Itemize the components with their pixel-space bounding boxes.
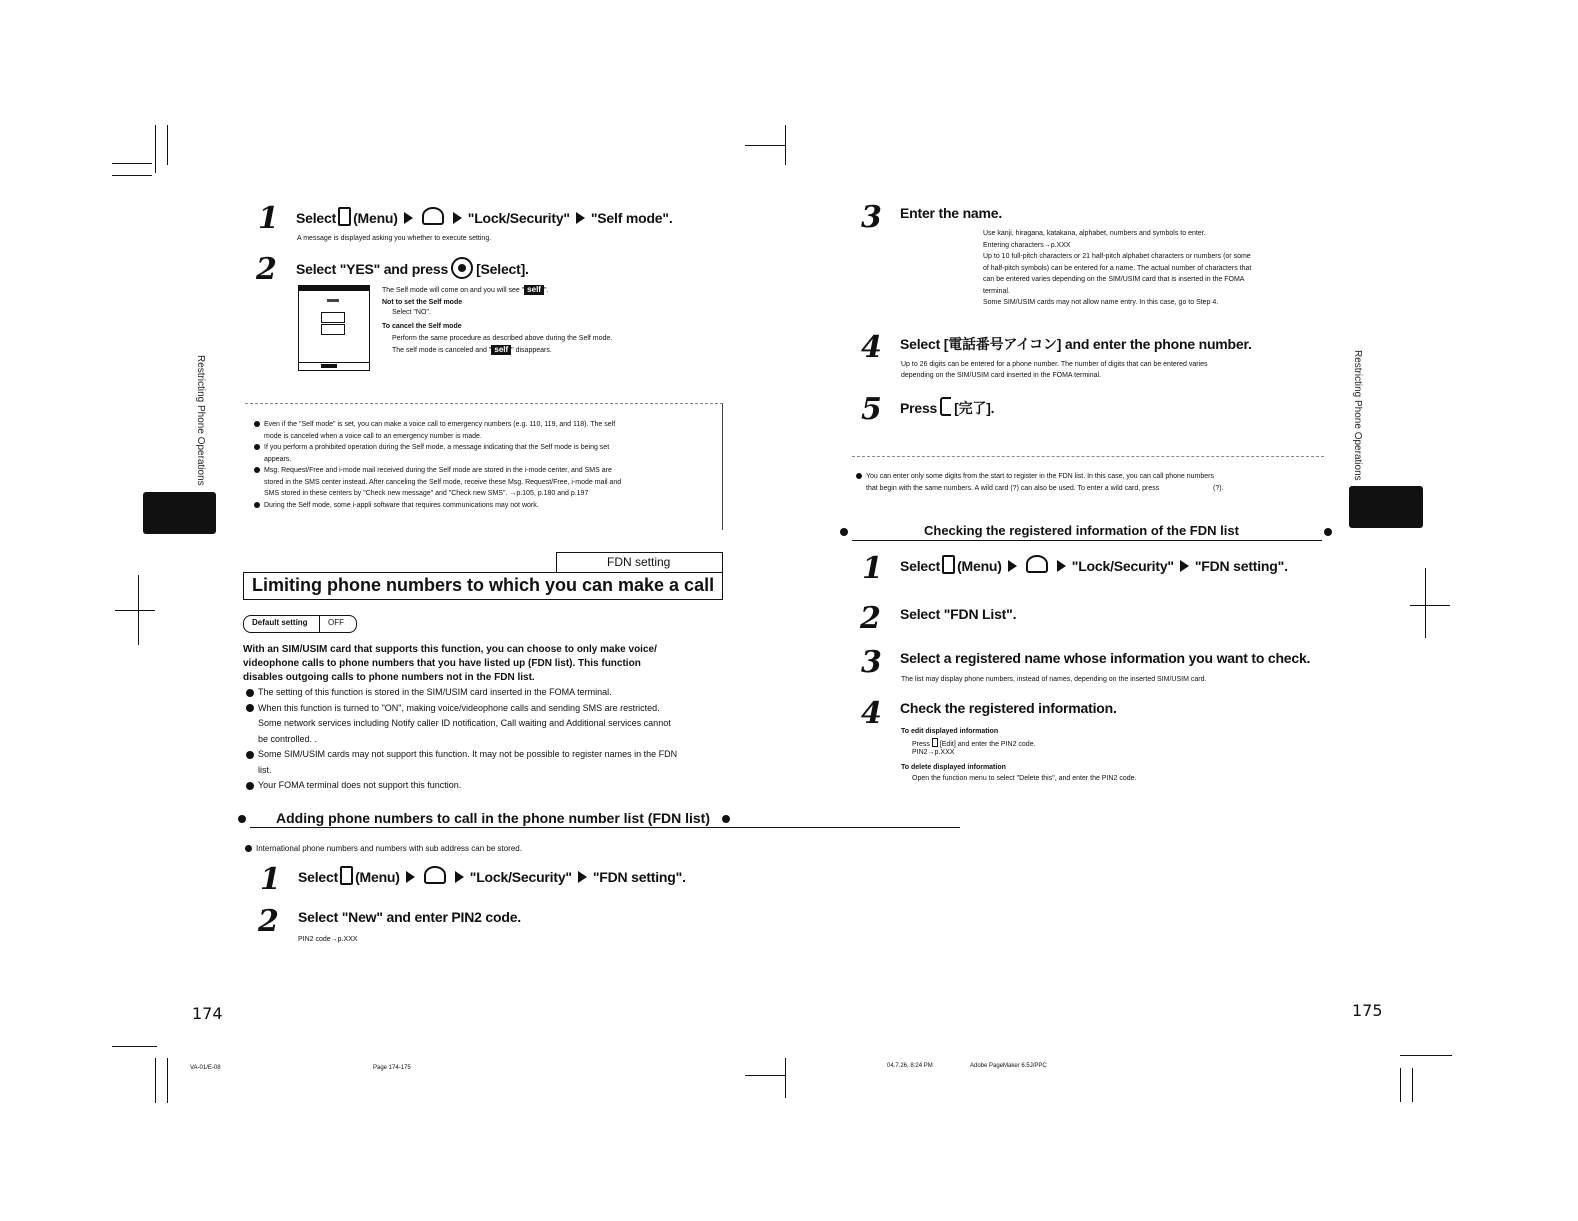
delete-title: To delete displayed information (901, 764, 1006, 771)
bullet-dot-icon (1324, 528, 1332, 536)
arrow-right-icon (404, 212, 413, 224)
step-note: A message is displayed asking you whether to execute setting. (297, 235, 492, 242)
cancel-body: Perform the same procedure as described above during the Self mode. (392, 335, 613, 342)
cancel-body: The self mode is canceled and " self " disappears. (392, 345, 552, 354)
self-mode-badge: self (491, 345, 511, 355)
note-line: stored in the SMS center instead. After canceling the Self mode, receive these Msg. Request/Free, i-mode mail and (264, 478, 622, 486)
section-title: Limiting phone numbers to which you can make a call (252, 575, 715, 595)
screen-description: The Self mode will come on and you will see " self ". (382, 285, 549, 294)
bullet-dot-icon (246, 704, 254, 712)
step-number: 1 (260, 862, 281, 897)
arrow-right-icon (1008, 560, 1017, 572)
bullet-dot-icon (254, 467, 260, 473)
step-number: 1 (862, 551, 883, 586)
step-note-line: of half-pitch symbols) can be entered for a name. The actual number of characters that (983, 264, 1252, 272)
bullet-dot-icon (254, 502, 260, 508)
step-number: 2 (258, 904, 279, 939)
step-note-line: can be entered varies depending on the SIM/USIM card that is inserted in the FOMA (983, 276, 1245, 283)
step-title: Select a registered name whose information you want to check. (900, 650, 1311, 666)
step-number: 3 (861, 200, 882, 235)
bullet-line: Some SIM/USIM cards may not support this function. It may not be possible to register names in the FDN (246, 748, 677, 760)
arrow-right-icon (406, 871, 415, 883)
step-title: Select (Menu) "Lock/Security" "Self mode". (296, 207, 673, 226)
bullet-dot-icon (254, 421, 260, 427)
center-key-icon (451, 257, 473, 279)
step-note-line: Entering characters→p.XXX (983, 241, 1071, 249)
step-title: Select (Menu) "Lock/Security" "FDN setting". (900, 555, 1288, 574)
step-title: Enter the name. (900, 205, 1003, 221)
bullet-line: list. (258, 764, 272, 775)
footer-date: 04.7.26, 8:24 PM (887, 1063, 933, 1069)
step-title: Select [電話番号アイコン] and enter the phone number. (900, 336, 1252, 352)
lock-security-icon (1026, 555, 1048, 573)
step-title: Select "YES" and press [Select]. (296, 257, 529, 279)
arrow-right-icon (576, 212, 585, 224)
clip-softkey-icon (940, 397, 951, 416)
bullet-line: Some network services including Notify caller ID notification, Call waiting and Additional services cannot (258, 718, 671, 728)
step-number: 4 (861, 696, 882, 731)
subsection-title: Adding phone numbers to call in the phone number list (FDN list) (276, 810, 710, 826)
edit-title: To edit displayed information (901, 728, 999, 735)
intro-line: With an SIM/USIM card that supports this function, you can choose to only make voice/ (243, 644, 657, 655)
note-line: Even if the "Self mode" is set, you can make a voice call to emergency numbers (e.g. 110, 119, and 118). The self (254, 420, 615, 429)
step-number: 4 (861, 330, 882, 365)
subsection-header (238, 810, 728, 828)
side-tab-left (143, 492, 216, 534)
note-line: appears. (264, 455, 292, 463)
notes-divider (852, 456, 1324, 458)
step-note: PIN2 code→p.XXX (298, 936, 358, 943)
self-mode-badge: self (524, 285, 544, 295)
step-title: Select (Menu) "Lock/Security" "FDN setting". (298, 866, 686, 885)
bullet-dot-icon (238, 815, 246, 823)
lock-security-icon (424, 866, 446, 884)
step-number: 5 (861, 392, 882, 427)
step-note-line: Up to 10 full-pitch characters or 21 half-pitch alphabet characters or numbers (or some (983, 253, 1251, 260)
default-setting-badge: Default setting OFF (243, 615, 357, 633)
step-title: Press [完了]. (900, 397, 994, 418)
note-line: Msg. Request/Free and i-mode mail received during the Self mode are stored in the i-mode center, and SMS are (254, 466, 612, 475)
note-line: (?). (1213, 485, 1224, 492)
bullet-dot-icon (722, 815, 730, 823)
note-line: You can enter only some digits from the start to register in the FDN list. In this case, you can call phone numbers (856, 472, 1214, 481)
arrow-right-icon (578, 871, 587, 883)
note-line: that begin with the same numbers. A wild card (?) can also be used. To enter a wild card, press (866, 485, 1160, 492)
cancel-title: To cancel the Self mode (382, 323, 462, 330)
not-to-set-body: Select "NO". (392, 309, 431, 316)
page-number-right: 175 (1352, 1001, 1383, 1020)
international-note: International phone numbers and numbers with sub address can be stored. (245, 843, 522, 855)
step-number: 2 (860, 601, 881, 636)
step-title: Select "New" and enter PIN2 code. (298, 909, 521, 925)
bullet-line: be controlled. . (258, 733, 318, 744)
section-title-box (243, 572, 723, 600)
step-note-line: Up to 26 digits can be entered for a phone number. The number of digits that can be entered varies (901, 361, 1208, 368)
bullet-line: The setting of this function is stored in the SIM/USIM card inserted in the FOMA terminal. (246, 686, 612, 698)
menu-softkey-icon (338, 207, 351, 226)
arrow-right-icon (455, 871, 464, 883)
bullet-dot-icon (856, 473, 862, 479)
side-tab-label-right: Restricting Phone Operations (1352, 350, 1363, 481)
step-number: 1 (258, 201, 279, 236)
intro-line: videophone calls to phone numbers that you have listed up (FDN list). This function (243, 658, 641, 669)
delete-line: Open the function menu to select "Delete this", and enter the PIN2 code. (912, 775, 1137, 782)
arrow-right-icon (1057, 560, 1066, 572)
check-section-title: Checking the registered information of the FDN list (924, 523, 1239, 538)
fdn-setting-tab: FDN setting (556, 552, 723, 573)
step-number: 3 (861, 645, 882, 680)
step-note: The list may display phone numbers, instead of names, depending on the inserted SIM/USIM card. (901, 676, 1207, 683)
bullet-dot-icon (254, 444, 260, 450)
arrow-right-icon (453, 212, 462, 224)
edit-line: Press [Edit] and enter the PIN2 code. (912, 738, 1036, 749)
step-note-line: Use kanji, hiragana, katakana, alphabet, numbers and symbols to enter. (983, 230, 1206, 237)
note-line: If you perform a prohibited operation during the Self mode, a message indicating that the Self mode is being set (254, 443, 609, 452)
step-note-line: Some SIM/USIM cards may not allow name entry. In this case, go to Step 4. (983, 299, 1219, 306)
bullet-dot-icon (246, 689, 254, 697)
step-note-line: depending on the SIM/USIM card inserted in the FOMA terminal. (901, 372, 1101, 379)
bullet-dot-icon (246, 782, 254, 790)
bullet-line: Your FOMA terminal does not support this function. (246, 779, 461, 791)
bullet-dot-icon (245, 845, 252, 852)
page-number-left: 174 (192, 1004, 223, 1023)
side-tab-label-left: Restricting Phone Operations (195, 355, 206, 486)
intro-line: disables outgoing calls to phone numbers not in the FDN list. (243, 672, 535, 683)
step-number: 2 (256, 252, 277, 287)
check-section-header (840, 522, 1332, 542)
arrow-right-icon (1180, 560, 1189, 572)
step-title: Check the registered information. (900, 700, 1117, 716)
not-to-set-title: Not to set the Self mode (382, 299, 463, 306)
side-tab-right (1349, 486, 1423, 528)
phone-screen-image (298, 285, 370, 371)
note-line: SMS stored in these centers by "Check new message" and "Check new SMS". →p.105, p.180 and p.197 (264, 490, 589, 497)
lock-security-icon (422, 207, 444, 225)
key-icon (932, 738, 938, 747)
menu-softkey-icon (340, 866, 353, 885)
footer-left: VA-01/E-08 (190, 1065, 221, 1071)
bullet-dot-icon (840, 528, 848, 536)
footer-app: Adobe PageMaker 6.5J/PPC (970, 1063, 1047, 1069)
note-line: mode is canceled when a voice call to an emergency number is made. (264, 432, 482, 440)
bullet-dot-icon (246, 751, 254, 759)
step-title: Select "FDN List". (900, 606, 1017, 622)
footer-center: Page 174-175 (373, 1065, 411, 1071)
menu-softkey-icon (942, 555, 955, 574)
bullet-line: When this function is turned to "ON", making voice/videophone calls and sending SMS are restricted. (246, 702, 660, 714)
step-note-line: terminal. (983, 287, 1010, 295)
edit-line: PIN2→p.XXX (912, 749, 955, 756)
note-line: During the Self mode, some i-appli software that requires communications may not work. (254, 501, 539, 510)
